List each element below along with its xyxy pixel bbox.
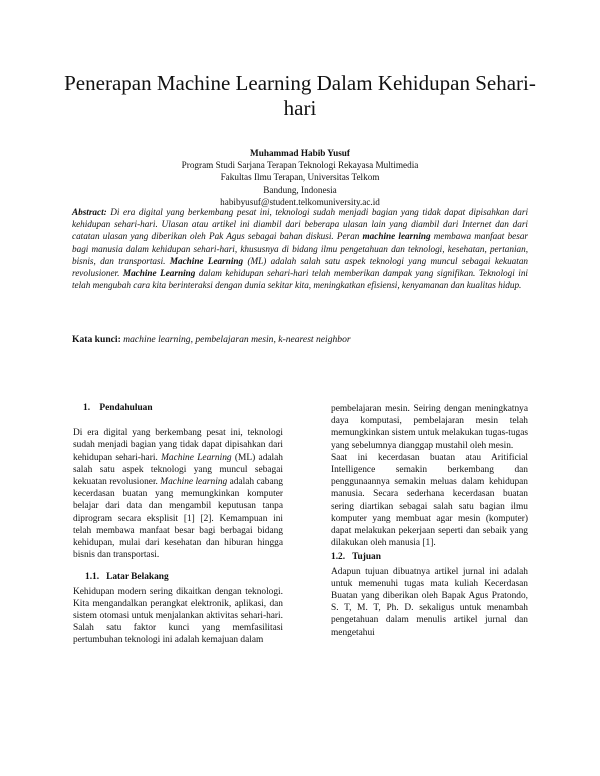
author-affiliation-faculty: Fakultas Ilmu Terapan, Universitas Telkom	[220, 172, 380, 183]
author-location: Bandung, Indonesia	[263, 184, 337, 195]
author-email: habibyusuf@student.telkomuniversity.ac.id	[220, 196, 380, 207]
author-name: Muhammad Habib Yusuf	[250, 148, 350, 158]
section-heading-tujuan: 1.2. Tujuan	[331, 552, 381, 563]
abstract-text-1: Di era digital yang berkembang pesat ini, teknologi sudah menjadi bagian yang tidak dapat dipisahkan dari kehidupan sehari-hari. Ulasan atau artikel ini diambil dari beberapa ulasan lain yang diambil dari Internet dan dari catatan ulasan yang diberikan oleh Pak Agus sebagai bahan diskusi. Peran	[72, 207, 528, 242]
abstract-term-2: Machine Learning	[169, 255, 244, 266]
abstract	[72, 206, 528, 291]
keywords-label: Kata kunci:	[72, 334, 121, 345]
abstract-term-1: machine learning	[362, 231, 431, 242]
abstract-text-3: (ML) adalah salah satu aspek teknologi yang muncul sebagai kekuatan revolusioner.	[72, 255, 529, 279]
author-affiliation-program: Program Studi Sarjana Terapan Teknologi Rekayasa Multimedia	[181, 160, 419, 171]
pendahuluan-text-3: adalah cabang kecerdasan buatan yang memungkinkan komputer belajar dari data dan mengambil keputusan tanpa diprogram secara eksplisit [1] [2]. Kemampuan ini telah membawa manfaat besar bagi berbagai bidang kehidupan, mulai dari kesehatan dan hiburan hingga bisnis dan transportasi.	[73, 477, 283, 561]
section-heading-latar-belakang: 1.1. Latar Belakang	[85, 572, 169, 583]
pendahuluan-text-2: (ML) adalah salah satu aspek teknologi yang muncul sebagai kekuatan revolusioner.	[73, 452, 283, 488]
pendahuluan-term-1: Machine Learning	[161, 452, 232, 463]
abstract-term-3: Machine Learning	[122, 268, 196, 279]
left-column	[73, 402, 283, 647]
right-paragraph-2: Saat ini kecerdasan buatan atau Aritificial Intelligence semakin berkembang dan penggunaannya semakin meluas dalam kehidupan manusia. Secara sederhana kecerdasan buatan sering diartikan sebagai salah satu bagian ilmu komputer yang membuat agar mesin (komputer) dapat melakukan pekerjaan seperti dan sebaik yang dilakukan oleh manusia [1].	[331, 452, 528, 549]
section-heading-pendahuluan: 1. Pendahuluan	[83, 403, 153, 413]
tujuan-paragraph: Adapun tujuan dibuatnya artikel jurnal ini adalah untuk memenuhi tugas mata kuliah Kecerdasan Buatan yang diberikan oleh Bapak Agus Pratondo, S. T, M. T, Ph. D. sekaligus untuk menambah pengetahuan dalam menulis artikel jurnal dan mengetahui	[331, 566, 528, 638]
paper-title: Penerapan Machine Learning Dalam Kehidupan Sehari-hari	[64, 71, 536, 120]
abstract-text-2: membawa manfaat besar bagi manusia dalam kehidupan sehari-hari, khususnya di bidang ilmu pengetahuan dan teknologi, kesehatan, pertanian, bisnis, dan transportasi.	[72, 231, 528, 266]
right-column	[331, 403, 528, 639]
pendahuluan-text-1: Di era digital yang berkembang pesat ini, teknologi sudah menjadi bagian yang tidak dapat dipisahkan dari kehidupan sehari-hari.	[73, 428, 283, 463]
abstract-label: Abstract:	[72, 207, 107, 217]
latar-belakang-paragraph: Kehidupan modern sering dikaitkan dengan teknologi. Kita mengandalkan perangkat elektronik, aplikasi, dan sistem otomasi untuk menjalankan aktivitas sehari-hari. Salah satu faktor kunci yang memfasilitasi pertumbuhan teknologi ini adalah kemajuan dalam	[73, 586, 283, 646]
keywords	[72, 334, 528, 346]
pendahuluan-term-2: Machine learning	[160, 477, 228, 488]
keywords-value: machine learning, pembelajaran mesin, k-nearest neighbor	[120, 334, 351, 345]
author-block	[100, 147, 500, 208]
pendahuluan-paragraph	[73, 427, 283, 561]
abstract-text-4: dalam kehidupan sehari-hari telah memberikan dampak yang signifikan. Teknologi ini telah mengubah cara kita berinteraksi dengan dunia sekitar kita, meningkatkan efisiensi, kenyamanan dan kualitas hidup.	[72, 268, 528, 291]
right-paragraph-1: pembelajaran mesin. Seiring dengan meningkatnya daya komputasi, pembelajaran mesin telah memungkinkan sistem untuk melakukan tugas-tugas yang sebelumnya dianggap mustahil oleh mesin.	[331, 404, 528, 451]
